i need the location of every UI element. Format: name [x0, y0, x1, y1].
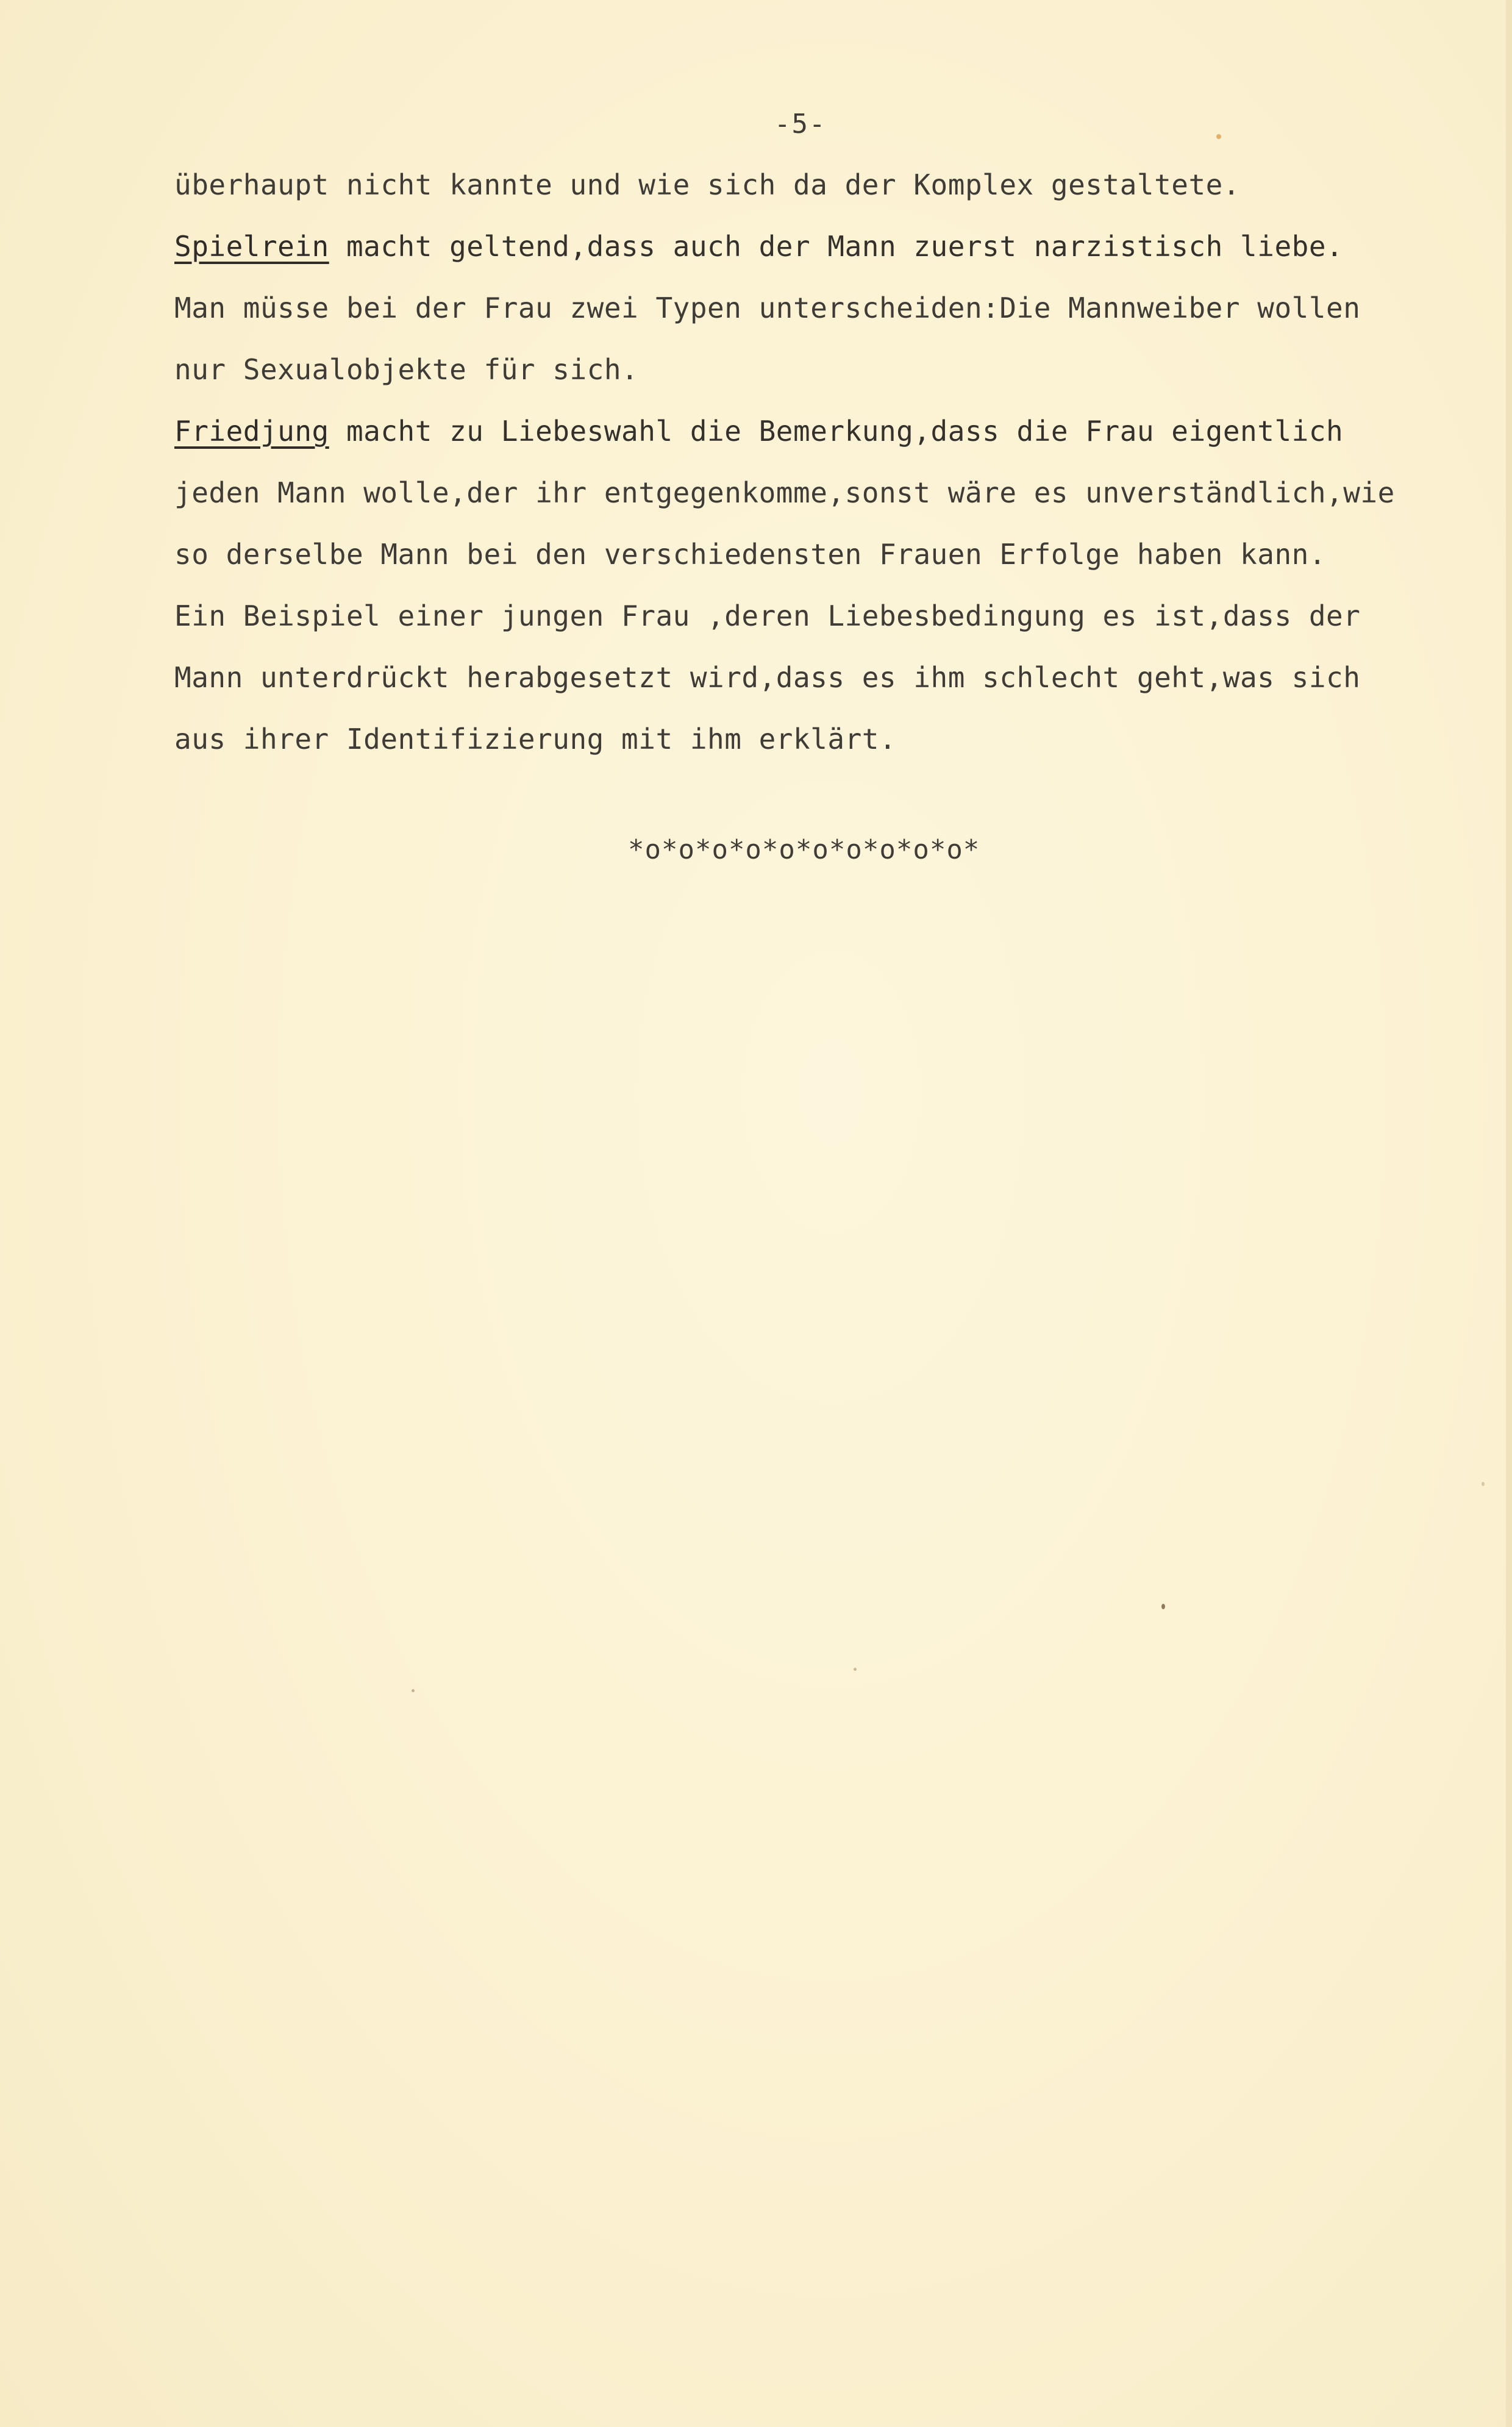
- line-text: Mann unterdrückt herabgesetzt wird,dass es ihm schlecht geht,was sich: [174, 661, 1361, 694]
- paper-speck: [854, 1668, 857, 1671]
- paper-speck: [412, 1689, 415, 1692]
- line-text: Man müsse bei der Frau zwei Typen unterscheiden:Die Mannweiber wollen: [174, 291, 1361, 324]
- line-text: überhaupt nicht kannte und wie sich da der Komplex gestaltete.: [174, 168, 1241, 201]
- page-number: -5-: [774, 109, 827, 140]
- speaker-name-friedjung: Friedjung: [174, 415, 329, 448]
- paper-speck: [1216, 134, 1221, 139]
- section-separator: *o*o*o*o*o*o*o*o*o*o*: [628, 834, 980, 865]
- text-line: [174, 471, 1491, 533]
- text-line: [174, 656, 1491, 718]
- paper-speck: [1161, 1604, 1165, 1609]
- text-line: [174, 718, 1491, 779]
- document-body: [174, 163, 1491, 779]
- text-line: [174, 287, 1491, 348]
- line-text: macht zu Liebeswahl die Bemerkung,dass die Frau eigentlich: [329, 415, 1344, 448]
- text-line: [174, 225, 1491, 287]
- line-text: so derselbe Mann bei den verschiedensten Frauen Erfolge haben kann.: [174, 538, 1327, 571]
- line-text: aus ihrer Identifizierung mit ihm erklärt.: [174, 723, 897, 756]
- speaker-name-spielrein: Spielrein: [174, 230, 329, 263]
- paper-edge: [1506, 0, 1512, 2427]
- text-line: [174, 163, 1491, 225]
- text-line: [174, 595, 1491, 656]
- text-line: [174, 348, 1491, 410]
- line-text: macht geltend,dass auch der Mann zuerst narzistisch liebe.: [329, 230, 1344, 263]
- line-text: Ein Beispiel einer jungen Frau ,deren Liebesbedingung es ist,dass der: [174, 599, 1361, 632]
- text-line: [174, 410, 1491, 471]
- text-line: [174, 533, 1491, 595]
- line-text: jeden Mann wolle,der ihr entgegenkomme,sonst wäre es unverständlich,wie: [174, 476, 1395, 509]
- paper-speck: [1482, 1482, 1485, 1486]
- line-text: nur Sexualobjekte für sich.: [174, 353, 639, 386]
